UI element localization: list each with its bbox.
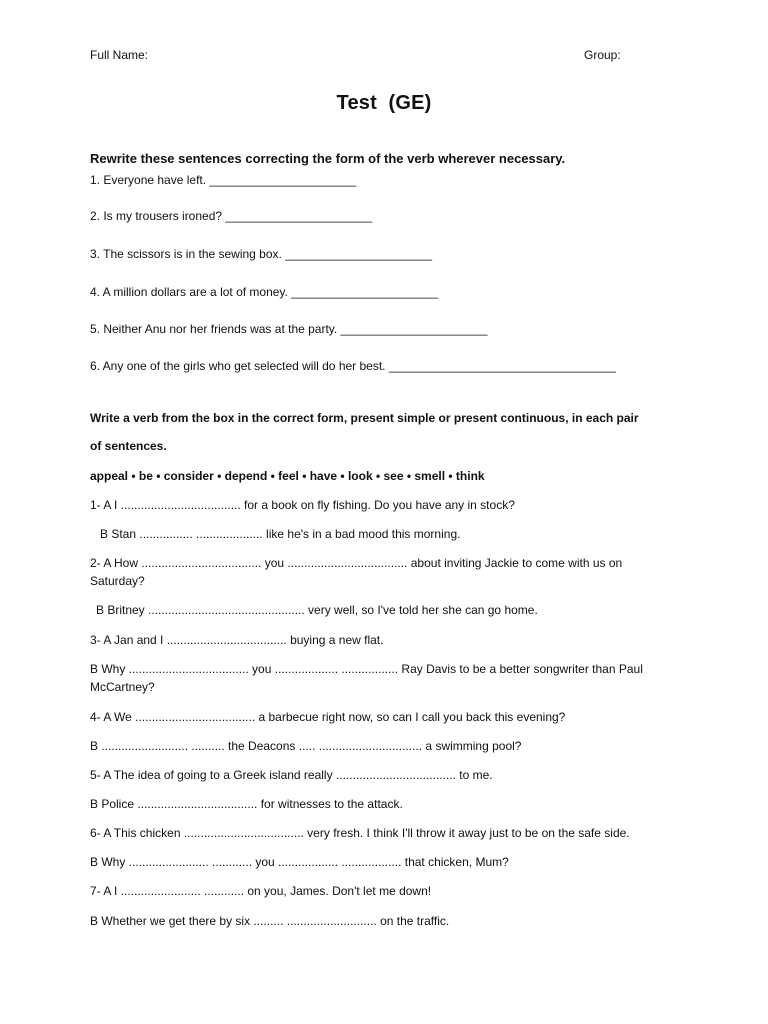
section1-item-5: 5. Neither Anu nor her friends was at the party. ______________________ — [90, 322, 488, 336]
exercise-6a: 6- A This chicken .................................... very fresh. I think I'll throw it away just to be on the safe side. — [90, 826, 630, 840]
exercise-1a: 1- A I .................................... for a book on fly fishing. Do you have any in stock? — [90, 498, 515, 512]
exercise-2b: B Britney ............................................... very well, so I've told her she can go home. — [96, 603, 538, 617]
exercise-5b: B Police .................................... for witnesses to the attack. — [90, 797, 403, 811]
section1-item-3: 3. The scissors is in the sewing box. ______________________ — [90, 247, 433, 261]
section1-item-4: 4. A million dollars are a lot of money. ______________________ — [90, 285, 439, 299]
page-title: Test (GE) — [336, 92, 432, 114]
exercise-6b: B Why ........................ ............ you .................. .................. that chicken, Mum? — [90, 855, 509, 869]
section1-item-1: 1. Everyone have left. ______________________ — [90, 173, 357, 187]
exercise-2a: 2- A How .................................... you .................................... about inviting Jackie to come with us on Saturday? — [90, 556, 623, 588]
section1-instruction: Rewrite these sentences correcting the form of the verb wherever necessary. — [90, 151, 566, 166]
exercise-3b: B Why .................................... you ................... ................. Ray Davis to be a better songwriter than Paul McCartney? — [90, 662, 643, 694]
full-name-label: Full Name: — [90, 48, 149, 62]
exercise-7b: B Whether we get there by six ......... ........................... on the traffic. — [90, 914, 450, 928]
verb-box: appeal • be • consider • depend • feel • have • look • see • smell • think — [90, 469, 485, 483]
section2-instruction-line1: Write a verb from the box in the correct form, present simple or present continuous, in each pair — [90, 411, 639, 425]
exercise-3a: 3- A Jan and I .................................... buying a new flat. — [90, 633, 384, 647]
exercise-4a: 4- A We .................................... a barbecue right now, so can I call you back this evening? — [90, 710, 566, 724]
exercise-5a: 5- A The idea of going to a Greek island really .................................... to me. — [90, 768, 493, 782]
exercise-4b: B .......................... .......... the Deacons ..... ............................... a swimming pool? — [90, 739, 522, 753]
group-label: Group: — [584, 48, 621, 62]
section1-item-2: 2. Is my trousers ironed? ______________________ — [90, 209, 373, 223]
exercise-7a: 7- A I ........................ ............ on you, James. Don't let me down! — [90, 884, 432, 898]
header-row — [90, 48, 630, 66]
section1-item-6: 6. Any one of the girls who get selected will do her best. __________________________________ — [90, 359, 616, 373]
section2-instruction-line2: of sentences. — [90, 439, 167, 453]
exercise-1b: B Stan ................ .................... like he's in a bad mood this morning. — [100, 527, 461, 541]
